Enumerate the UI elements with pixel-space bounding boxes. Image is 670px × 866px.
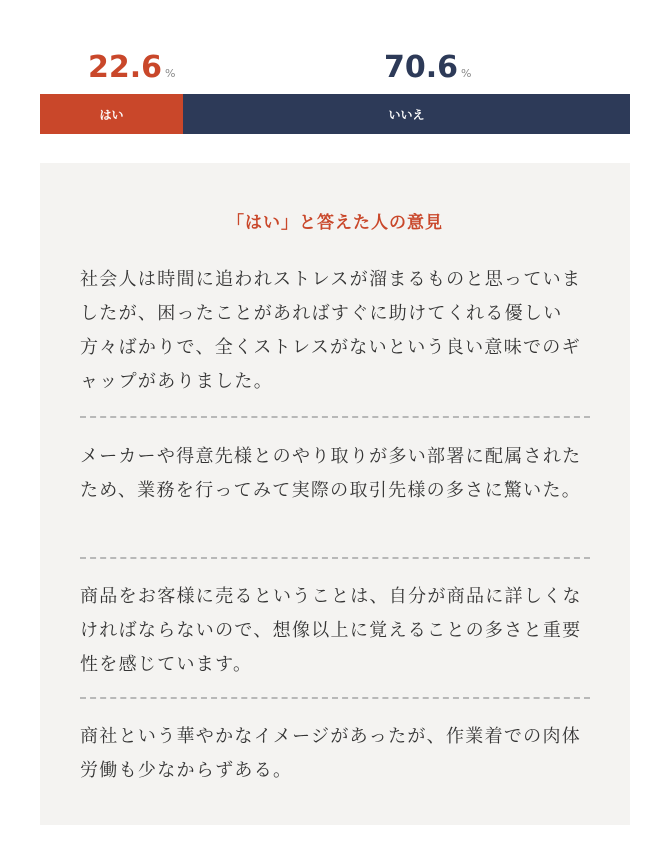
opinion-text: 商社という華やかなイメージがあったが、作業着での肉体労働も少なからずある。 <box>80 726 582 781</box>
no-percentage-value: 70.6 <box>384 50 459 85</box>
divider <box>80 557 590 559</box>
opinion-text: 商品をお客様に売るということは、自分が商品に詳しくなければならないので、想像以上に覚えることの多さと重要性を感じています。 <box>80 586 582 675</box>
bar-label-no: いいえ <box>388 107 425 122</box>
panel-title: 「はい」と答えた人の意見 <box>227 213 443 233</box>
bar-segment-no <box>183 94 630 134</box>
opinion-text: 社会人は時間に追われストレスが溜まるものと思っていましたが、困ったことがあればすぐに助けてくれる優しい方々ばかりで、全くストレスがないという良い意味でのギャップがありました。 <box>80 269 582 392</box>
no-percentage <box>384 48 471 94</box>
bar-segment-yes <box>40 94 183 134</box>
opinion-text: メーカーや得意先様とのやり取りが多い部署に配属されたため、業務を行ってみて実際の取引先様の多さに驚いた。 <box>80 446 582 501</box>
yes-percentage-value: 22.6 <box>88 50 163 85</box>
divider <box>80 697 590 699</box>
yes-percentage <box>88 48 175 94</box>
yes-percentage-unit: % <box>165 67 176 80</box>
no-percentage-unit: % <box>461 67 472 80</box>
bar-label-yes: はい <box>99 107 124 122</box>
stacked-bar <box>40 94 630 134</box>
divider <box>80 416 590 418</box>
